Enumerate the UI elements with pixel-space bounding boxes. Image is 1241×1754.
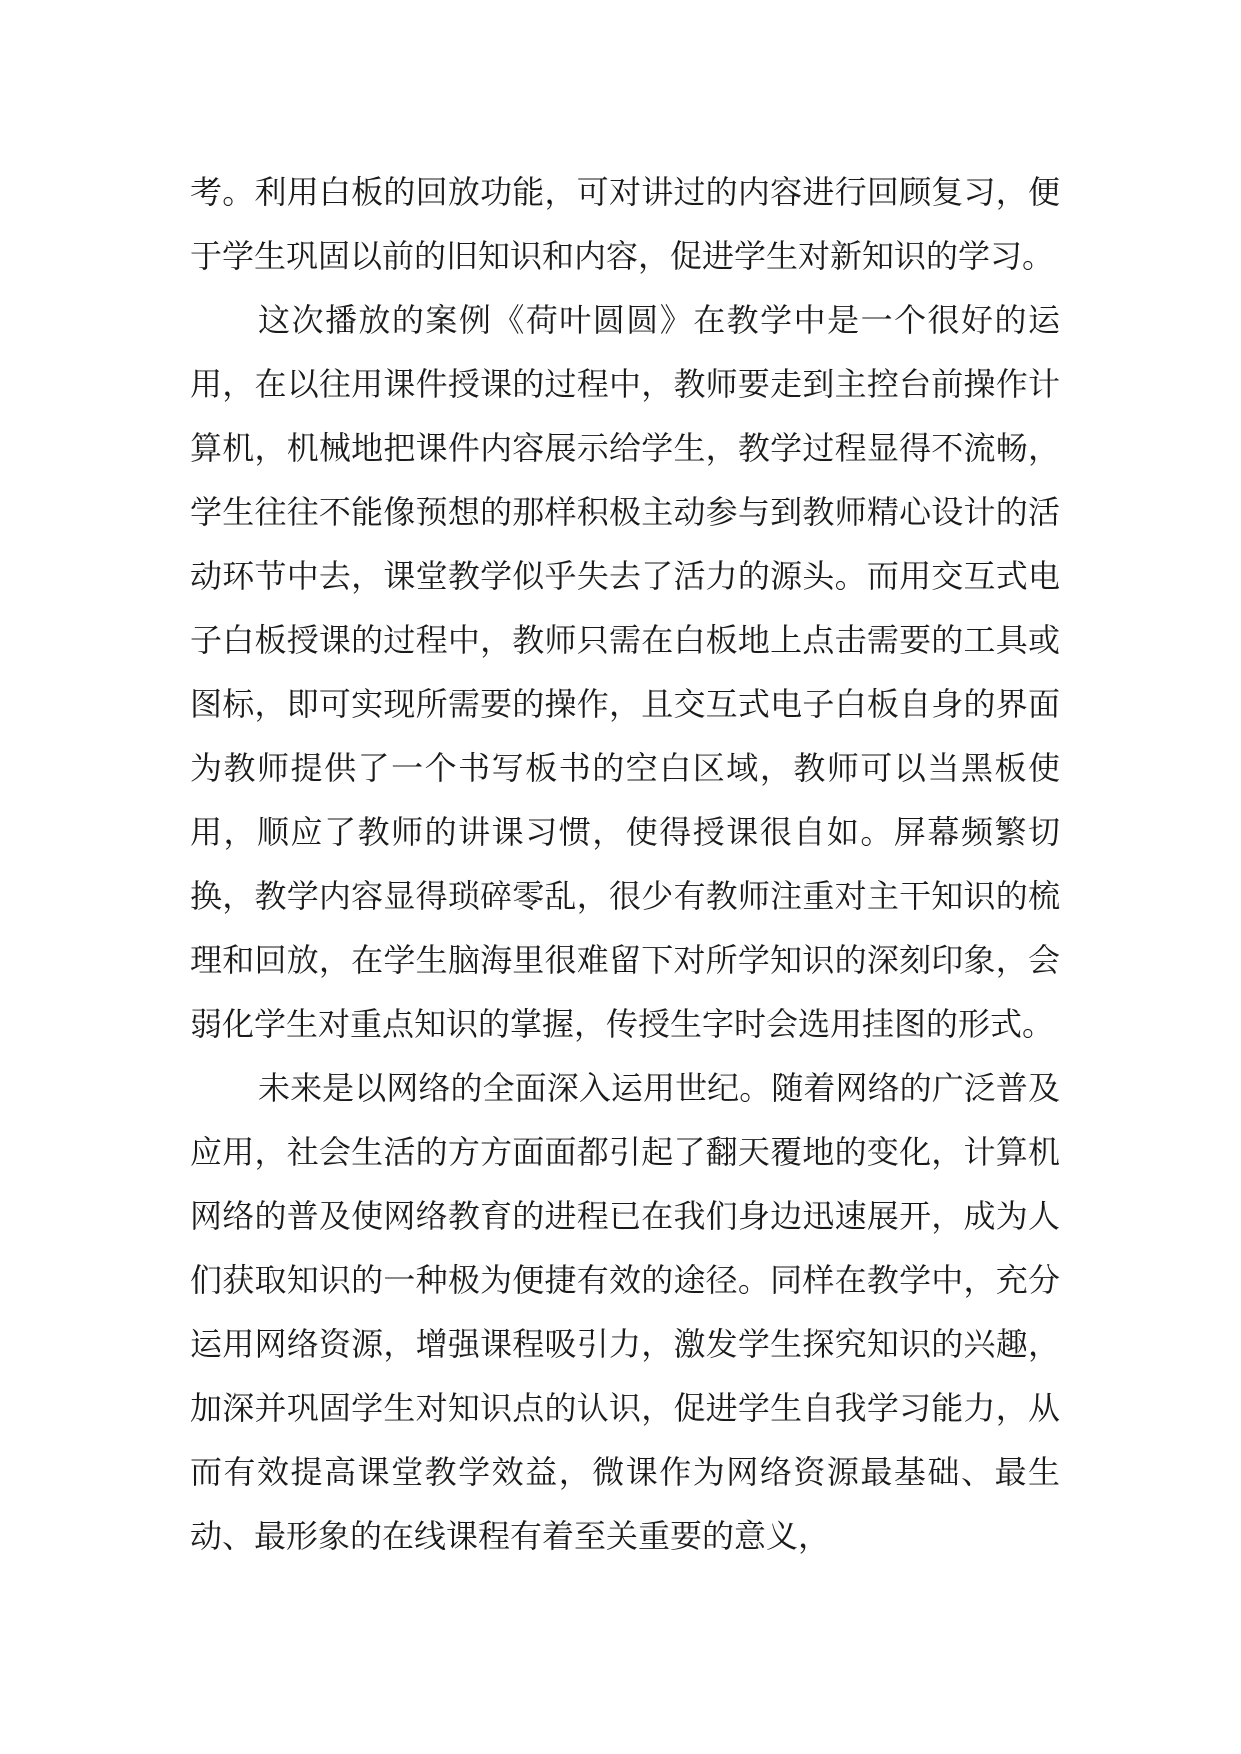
- body-text: [190, 160, 1060, 1568]
- paragraph-2: 这次播放的案例《荷叶圆圆》在教学中是一个很好的运用，在以往用课件授课的过程中，教师要走到主控台前操作计算机，机械地把课件内容展示给学生，教学过程显得不流畅，学生往往不能像预想的那样积极主动参与到教师精心设计的活动环节中去，课堂教学似乎失去了活力的源头。而用交互式电子白板授课的过程中，教师只需在白板地上点击需要的工具或图标，即可实现所需要的操作，且交互式电子白板自身的界面为教师提供了一个书写板书的空白区域，教师可以当黑板使用，顺应了教师的讲课习惯，使得授课很自如。屏幕频繁切换，教学内容显得琐碎零乱，很少有教师注重对主干知识的梳理和回放，在学生脑海里很难留下对所学知识的深刻印象，会弱化学生对重点知识的掌握，传授生字时会选用挂图的形式。: [190, 301, 1060, 1043]
- paragraph-3: 未来是以网络的全面深入运用世纪。随着网络的广泛普及应用，社会生活的方方面面都引起了翻天覆地的变化，计算机网络的普及使网络教育的进程已在我们身边迅速展开，成为人们获取知识的一种极为便捷有效的途径。同样在教学中，充分运用网络资源，增强课程吸引力，激发学生探究知识的兴趣，加深并巩固学生对知识点的认识，促进学生自我学习能力，从而有效提高课堂教学效益，微课作为网络资源最基础、最生动、最形象的在线课程有着至关重要的意义，: [190, 1069, 1060, 1555]
- paragraph-1: 考。利用白板的回放功能，可对讲过的内容进行回顾复习，便于学生巩固以前的旧知识和内容，促进学生对新知识的学习。: [190, 173, 1060, 275]
